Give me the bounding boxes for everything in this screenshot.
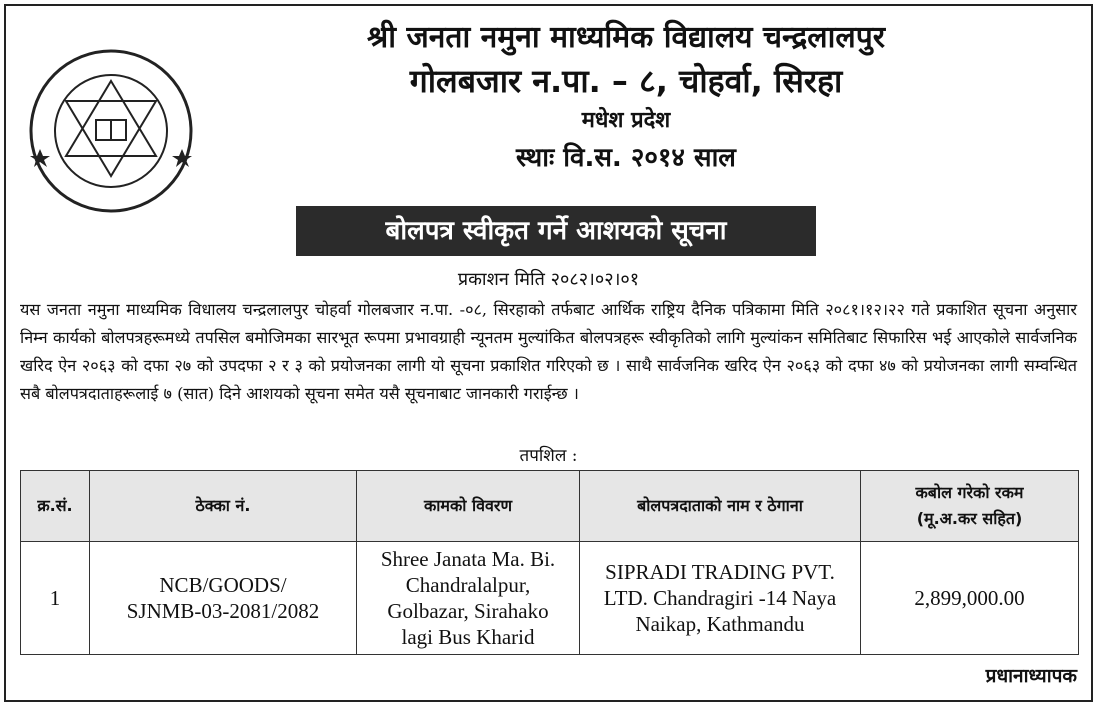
- col-amount-label: कबोल गरेको रकम: [915, 483, 1024, 502]
- school-address: गोलबजार न.पा. – ८, चोहर्वा, सिरहा: [409, 62, 843, 100]
- cell-bidder: SIPRADI TRADING PVT. LTD. Chandragiri -14 Naya Naikap, Kathmandu: [580, 542, 861, 655]
- table-header-row: [21, 471, 1079, 542]
- cell-sn: 1: [21, 542, 90, 655]
- col-description: कामको विवरण: [357, 471, 580, 542]
- annex-label: तपशिल :: [519, 446, 578, 466]
- cell-amount: 2,899,000.00: [861, 542, 1079, 655]
- established-year: स्थाः वि.स. २०१४ साल: [516, 143, 736, 173]
- school-name: श्री जनता नमुना माध्यमिक विद्यालय चन्द्रलालपुर: [366, 20, 886, 55]
- school-seal-icon: [26, 46, 196, 216]
- notice-body: यस जनता नमुना माध्यमिक विधालय चन्द्रलालपुर चोहर्वा गोलबजार न.पा. -०८, सिरहाको तर्फबाट आर्थिक राष्ट्रिय दैनिक पत्रिकामा मिति २०८१।१२।२२ गते प्रकाशित सूचना अनुसार निम्न कार्यको बोलपत्रहरूमध्ये तपसिल बमोजिमका सारभूत रूपमा प्रभावग्राही न्यूनतम मुल्यांकित बोलपत्रहरू स्वीकृतिको लागि मुल्यांकन समितिबाट सिफारिस भई आएकोले सार्वजनिक खरिद ऐन २०६३ को दफा २७ को उपदफा २ र ३ को प्रयोजनका लागी यो सूचना प्रकाशित गरिएको छ । साथै सार्वजनिक खरिद ऐन २०६३ को दफा ४७ को प्रयोजनका लागी सम्वन्धित सबै बोलपत्रदाताहरूलाई ७ (सात) दिने आशयको सूचना समेत यसै सूचनाबाट जानकारी गराईन्छ ।: [20, 300, 1077, 403]
- notice-title: बोलपत्र स्वीकृत गर्ने आशयको सूचना: [296, 206, 816, 256]
- table-row: [21, 542, 1079, 655]
- col-amount-sub: (मू.अ.कर सहित): [916, 509, 1023, 528]
- cell-contract-no: NCB/GOODS/ SJNMB-03-2081/2082: [90, 542, 357, 655]
- col-sn: क्र.सं.: [21, 471, 90, 542]
- publication-date: प्रकाशन मिति २०८२।०२।०१: [457, 269, 640, 290]
- signature-title: प्रधानाध्यापक: [985, 665, 1077, 687]
- col-bidder: बोलपत्रदाताको नाम र ठेगाना: [580, 471, 861, 542]
- bid-table: [20, 470, 1079, 655]
- notice-banner: [296, 206, 816, 256]
- school-logo: [26, 46, 196, 216]
- school-header: [196, 18, 1056, 178]
- cell-description: Shree Janata Ma. Bi. Chandralalpur, Golbazar, Sirahako lagi Bus Kharid: [357, 542, 580, 655]
- col-amount: [861, 471, 1079, 542]
- col-contract-no: ठेक्का नं.: [90, 471, 357, 542]
- province: मधेश प्रदेश: [581, 108, 671, 133]
- notice-page: [4, 4, 1093, 702]
